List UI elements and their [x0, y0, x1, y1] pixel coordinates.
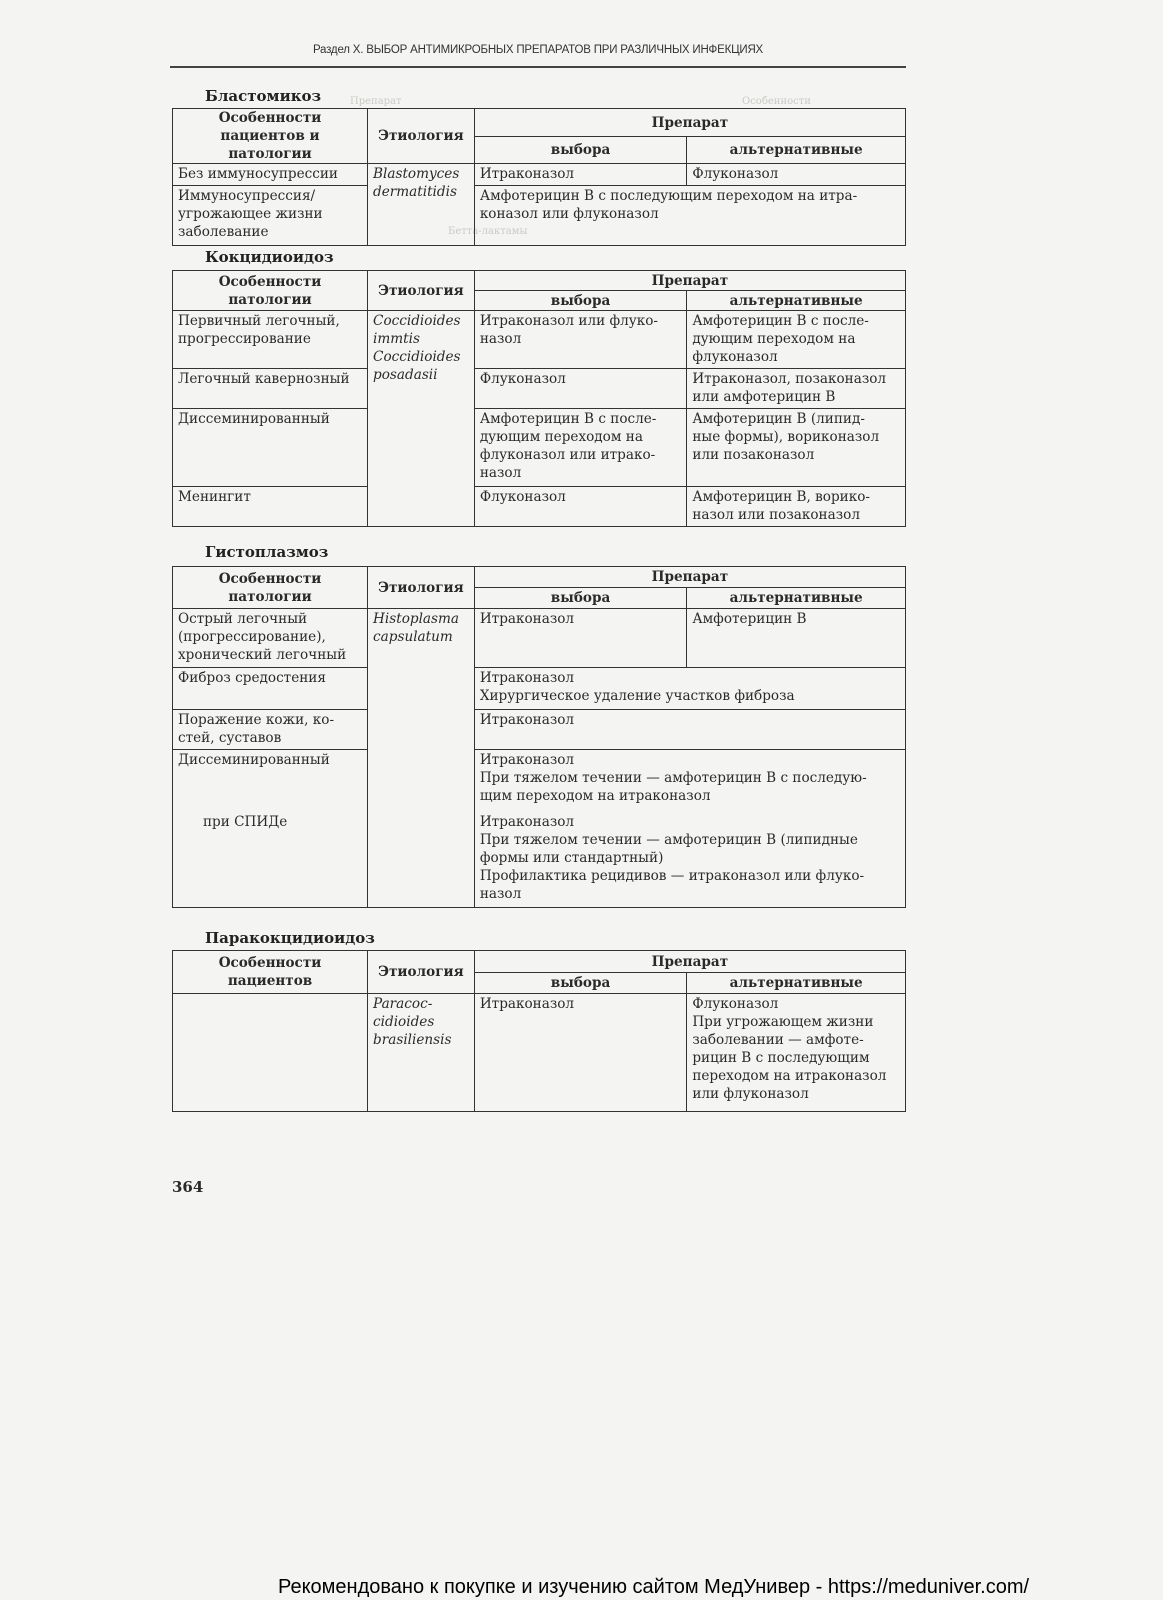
alt-cell: Амфотерицин В (липид- ные формы), вориконазол или позаконазол [687, 409, 906, 487]
table-row [173, 812, 906, 908]
col-header-alt: альтернативные [687, 291, 906, 311]
combined-drug-cell: Итраконазол [474, 710, 905, 750]
col-header-choice: выбора [474, 291, 687, 311]
combined-drug-cell: Итраконазол При тяжелом течении — амфотерицин В (липидные формы или стандартный) Профилактика рецидивов — итраконазол или флуко- назол [474, 812, 905, 908]
etiology-cell: Coccidioides immtis Coccidioides posadasii [368, 311, 475, 527]
alt-cell: Амфотерицин В с после- дующим переходом на флуконазол [687, 311, 906, 369]
col-header-features: Особенности патологии [173, 567, 368, 609]
features-cell: Легочный кавернозный [173, 369, 368, 409]
combined-drug-cell: Амфотерицин В с последующим переходом на итра- коназол или флуконазол [474, 186, 905, 246]
features-cell: Фиброз средостения [173, 668, 368, 710]
coccidioidomycosis-table [172, 270, 906, 527]
table-row [173, 369, 906, 409]
col-header-drug: Препарат [474, 271, 905, 291]
features-cell: Поражение кожи, ко- стей, суставов [173, 710, 368, 750]
section-title-paracoccidioidomycosis: Паракокцидиоидоз [205, 929, 375, 947]
combined-drug-cell: Итраконазол Хирургическое удаление участков фиброза [474, 668, 905, 710]
histoplasmosis-table [172, 566, 906, 908]
table-row [173, 311, 906, 369]
col-header-alt: альтернативные [687, 973, 906, 994]
table-row [173, 710, 906, 750]
alt-cell: Амфотерицин В, ворико- назол или позаконазол [687, 487, 906, 527]
alt-cell: Флуконазол При угрожающем жизни заболевании — амфоте- рицин В с последующим переходом на итраконазол или флуконазол [687, 994, 906, 1112]
col-header-etiology: Этиология [368, 951, 475, 994]
features-cell: Диссеминированный [173, 409, 368, 487]
table-row [173, 164, 906, 186]
features-cell: при СПИДе [173, 812, 368, 908]
table-row [173, 994, 906, 1112]
col-header-alt: альтернативные [687, 588, 906, 609]
alt-cell: Амфотерицин В [687, 609, 906, 668]
col-header-drug: Препарат [474, 951, 905, 973]
col-header-choice: выбора [474, 973, 687, 994]
etiology-cell: Blastomyces dermatitidis [368, 164, 475, 246]
choice-cell: Итраконазол [474, 609, 687, 668]
combined-drug-cell: Итраконазол При тяжелом течении — амфотерицин В с последую- щим переходом на итраконазол [474, 750, 905, 812]
table-row [173, 409, 906, 487]
table-row [173, 487, 906, 527]
table-row [173, 609, 906, 668]
blastomycosis-table [172, 108, 906, 246]
col-header-choice: выбора [474, 588, 687, 609]
features-cell: Иммуносупрессия/ угрожающее жизни заболевание [173, 186, 368, 246]
running-header: Раздел X. ВЫБОР АНТИМИКРОБНЫХ ПРЕПАРАТОВ ПРИ РАЗЛИЧНЫХ ИНФЕКЦИЯХ [312, 44, 764, 56]
features-cell: Без иммуносупрессии [173, 164, 368, 186]
col-header-etiology: Этиология [368, 271, 475, 311]
col-header-etiology: Этиология [368, 567, 475, 609]
col-header-etiology: Этиология [368, 109, 475, 164]
paracoccidioidomycosis-table [172, 950, 906, 1112]
section-title-histoplasmosis: Гистоплазмоз [205, 543, 329, 561]
table-row [173, 750, 906, 812]
features-cell: Первичный легочный, прогрессирование [173, 311, 368, 369]
choice-cell: Итраконазол [474, 994, 687, 1112]
col-header-features: Особенности пациентов [173, 951, 368, 994]
features-cell: Острый легочный (прогрессирование), хронический легочный [173, 609, 368, 668]
alt-cell: Флуконазол [687, 164, 906, 186]
header-rule [170, 66, 906, 68]
footer-recommendation: Рекомендовано к покупке и изучению сайтом МедУнивер - https://meduniver.com/ [278, 1576, 1030, 1598]
table-row [173, 668, 906, 710]
col-header-drug: Препарат [474, 567, 905, 588]
col-header-features: Особенности пациентов и патологии [173, 109, 368, 164]
table-row [173, 186, 906, 246]
col-header-choice: выбора [474, 137, 687, 164]
col-header-alt: альтернативные [687, 137, 906, 164]
features-cell: Диссеминированный [173, 750, 368, 812]
choice-cell: Итраконазол [474, 164, 687, 186]
col-header-drug: Препарат [474, 109, 905, 137]
choice-cell: Флуконазол [474, 369, 687, 409]
choice-cell: Флуконазол [474, 487, 687, 527]
choice-cell: Итраконазол или флуко- назол [474, 311, 687, 369]
etiology-cell: Histoplasma capsulatum [368, 609, 475, 908]
col-header-features: Особенности патологии [173, 271, 368, 311]
features-cell: Менингит [173, 487, 368, 527]
etiology-cell: Paracoc- cidioides brasiliensis [368, 994, 475, 1112]
features-cell [173, 994, 368, 1112]
alt-cell: Итраконазол, позаконазол или амфотерицин В [687, 369, 906, 409]
choice-cell: Амфотерицин В с после- дующим переходом на флуконазол или итрако- назол [474, 409, 687, 487]
page-number: 364 [172, 1178, 204, 1196]
section-title-coccidioidomycosis: Кокцидиоидоз [205, 248, 334, 266]
section-title-blastomycosis: Бластомикоз [205, 87, 322, 105]
